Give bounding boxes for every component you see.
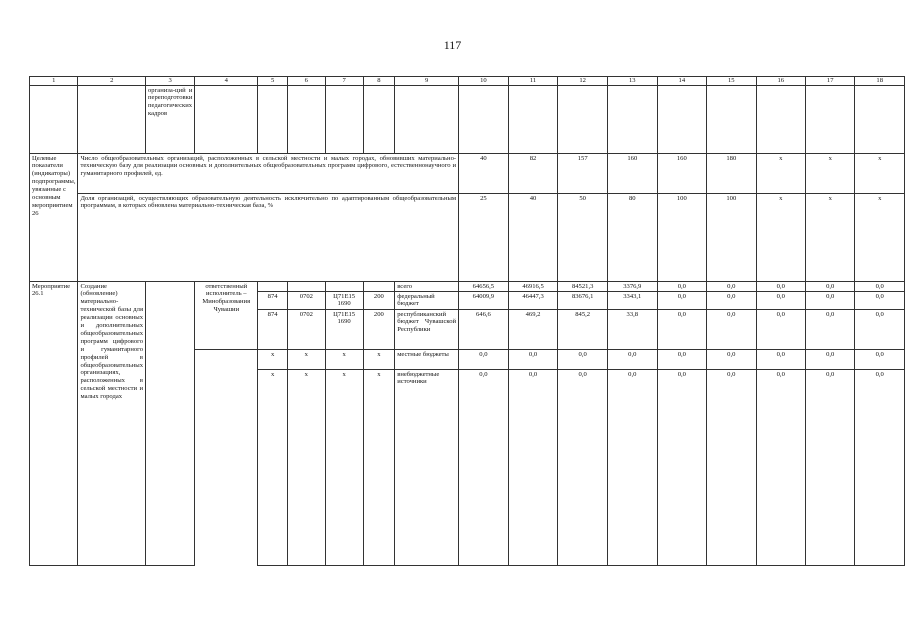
- funding-value: 83676,1: [558, 292, 608, 310]
- funding-value: 0,0: [707, 282, 756, 292]
- column-number: 17: [805, 77, 854, 86]
- budget-code: x: [325, 370, 363, 566]
- budget-code: 200: [363, 292, 395, 310]
- funding-value: 0,0: [855, 292, 905, 310]
- column-number: 4: [195, 77, 258, 86]
- budget-code: 0702: [287, 310, 325, 350]
- funding-source: республиканский бюджет Чувашской Республики: [395, 310, 459, 350]
- funding-value: 0,0: [657, 350, 706, 370]
- column-number: 18: [855, 77, 905, 86]
- event-label: Мероприятие 26.1: [30, 282, 78, 566]
- funding-value: 0,0: [459, 350, 509, 370]
- budget-code: Ц71E15 1690: [325, 310, 363, 350]
- indicator-value: 40: [459, 154, 509, 194]
- funding-value: 0,0: [608, 370, 658, 566]
- indicator-value: 80: [608, 194, 658, 282]
- column-number: 10: [459, 77, 509, 86]
- table-row: [30, 86, 905, 154]
- funding-value: 0,0: [508, 370, 558, 566]
- funding-value: 0,0: [805, 350, 854, 370]
- budget-code: 874: [258, 310, 288, 350]
- funding-value: 0,0: [805, 370, 854, 566]
- funding-value: 0,0: [508, 350, 558, 370]
- funding-value: 0,0: [707, 370, 756, 566]
- funding-value: 646,6: [459, 310, 509, 350]
- budget-code: [363, 282, 395, 292]
- funding-value: 0,0: [707, 292, 756, 310]
- indicator-value: 100: [707, 194, 756, 282]
- funding-source: местные бюджеты: [395, 350, 459, 370]
- funding-value: 0,0: [657, 282, 706, 292]
- column-number: 2: [78, 77, 146, 86]
- column-number: 12: [558, 77, 608, 86]
- funding-value: 0,0: [756, 282, 805, 292]
- funding-value: 3343,1: [608, 292, 658, 310]
- column-number: 9: [395, 77, 459, 86]
- budget-code: x: [258, 370, 288, 566]
- funding-value: 46447,3: [508, 292, 558, 310]
- column-number: 8: [363, 77, 395, 86]
- funding-value: 0,0: [805, 282, 854, 292]
- budget-code: [287, 282, 325, 292]
- budget-code: 874: [258, 292, 288, 310]
- column-number: 5: [258, 77, 288, 86]
- event-row: [30, 282, 905, 292]
- indicator-value: 180: [707, 154, 756, 194]
- budget-code: x: [325, 350, 363, 370]
- event-name: Создание (обновление) материально-технической базы для реализации основных и дополнительных общеобразовательных программ цифрового и гуманитарного профилей в общеобразовательных организациях, расположенных в сельской местности и малых городах: [78, 282, 146, 566]
- continued-text: организа-ций и переподготовки педагогических кадров: [146, 86, 195, 154]
- funding-value: 0,0: [855, 310, 905, 350]
- funding-value: 0,0: [855, 282, 905, 292]
- page-number: 117: [443, 38, 462, 52]
- funding-value: 84521,3: [558, 282, 608, 292]
- indicators-label: Целевые показатели (индикаторы) подпрограммы, увязанные с основным мероприятием 26: [30, 154, 78, 282]
- funding-value: 0,0: [608, 350, 658, 370]
- funding-value: 0,0: [657, 310, 706, 350]
- column-number: 15: [707, 77, 756, 86]
- funding-value: 0,0: [657, 370, 706, 566]
- funding-value: 3376,9: [608, 282, 658, 292]
- budget-code: 0702: [287, 292, 325, 310]
- indicator-value: 100: [657, 194, 706, 282]
- indicator-value: x: [805, 154, 854, 194]
- column-number: 14: [657, 77, 706, 86]
- indicator-value: x: [855, 194, 905, 282]
- budget-code: [258, 282, 288, 292]
- budget-code: x: [287, 370, 325, 566]
- column-number: 1: [30, 77, 78, 86]
- indicator-value: x: [756, 154, 805, 194]
- funding-value: 0,0: [558, 370, 608, 566]
- indicator-row: [30, 154, 905, 194]
- funding-value: 0,0: [756, 350, 805, 370]
- indicator-value: x: [855, 154, 905, 194]
- event-executor: ответственный исполнитель – Минобразования Чувашии: [195, 282, 258, 350]
- funding-value: 0,0: [805, 310, 854, 350]
- column-number: 16: [756, 77, 805, 86]
- indicator-value: 160: [657, 154, 706, 194]
- funding-value: 469,2: [508, 310, 558, 350]
- funding-value: 64656,5: [459, 282, 509, 292]
- budget-code: x: [287, 350, 325, 370]
- funding-value: 0,0: [459, 370, 509, 566]
- funding-value: 0,0: [657, 292, 706, 310]
- column-number: 7: [325, 77, 363, 86]
- budget-code: x: [258, 350, 288, 370]
- funding-source: федеральный бюджет: [395, 292, 459, 310]
- indicator-value: 50: [558, 194, 608, 282]
- budget-code: x: [363, 370, 395, 566]
- funding-value: 0,0: [756, 370, 805, 566]
- indicator-value: 157: [558, 154, 608, 194]
- column-number: 13: [608, 77, 658, 86]
- budget-code: x: [363, 350, 395, 370]
- funding-source: всего: [395, 282, 459, 292]
- program-table: [29, 76, 905, 566]
- column-number: 11: [508, 77, 558, 86]
- funding-value: 0,0: [756, 292, 805, 310]
- indicator-value: x: [805, 194, 854, 282]
- indicator-value: 160: [608, 154, 658, 194]
- budget-code: Ц71E15 1690: [325, 292, 363, 310]
- funding-value: 0,0: [855, 350, 905, 370]
- indicator-text: Доля организаций, осуществляющих образовательную деятельность исключительно по адаптированным общеобразовательным программам, в которых обновлена материально-техническая база, %: [78, 194, 459, 282]
- funding-value: 0,0: [805, 292, 854, 310]
- indicator-value: x: [756, 194, 805, 282]
- indicator-row: [30, 194, 905, 282]
- funding-value: 0,0: [855, 370, 905, 566]
- funding-value: 33,8: [608, 310, 658, 350]
- budget-code: 200: [363, 310, 395, 350]
- funding-value: 845,2: [558, 310, 608, 350]
- indicator-value: 82: [508, 154, 558, 194]
- column-number: 6: [287, 77, 325, 86]
- funding-value: 46916,5: [508, 282, 558, 292]
- indicator-text: Число общеобразовательных организаций, расположенных в сельской местности и малых городах, обновивших материально-техническую базу для реализации основных и дополнительных общеобразовательных программ цифрового, естественнонаучного и гуманитарного профилей, ед.: [78, 154, 459, 194]
- column-number: 3: [146, 77, 195, 86]
- indicator-value: 25: [459, 194, 509, 282]
- funding-value: 0,0: [756, 310, 805, 350]
- funding-value: 0,0: [707, 310, 756, 350]
- funding-source: внебюджетные источники: [395, 370, 459, 566]
- funding-value: 64009,9: [459, 292, 509, 310]
- funding-value: 0,0: [707, 350, 756, 370]
- budget-code: [325, 282, 363, 292]
- header-row: [30, 77, 905, 86]
- funding-value: 0,0: [558, 350, 608, 370]
- indicator-value: 40: [508, 194, 558, 282]
